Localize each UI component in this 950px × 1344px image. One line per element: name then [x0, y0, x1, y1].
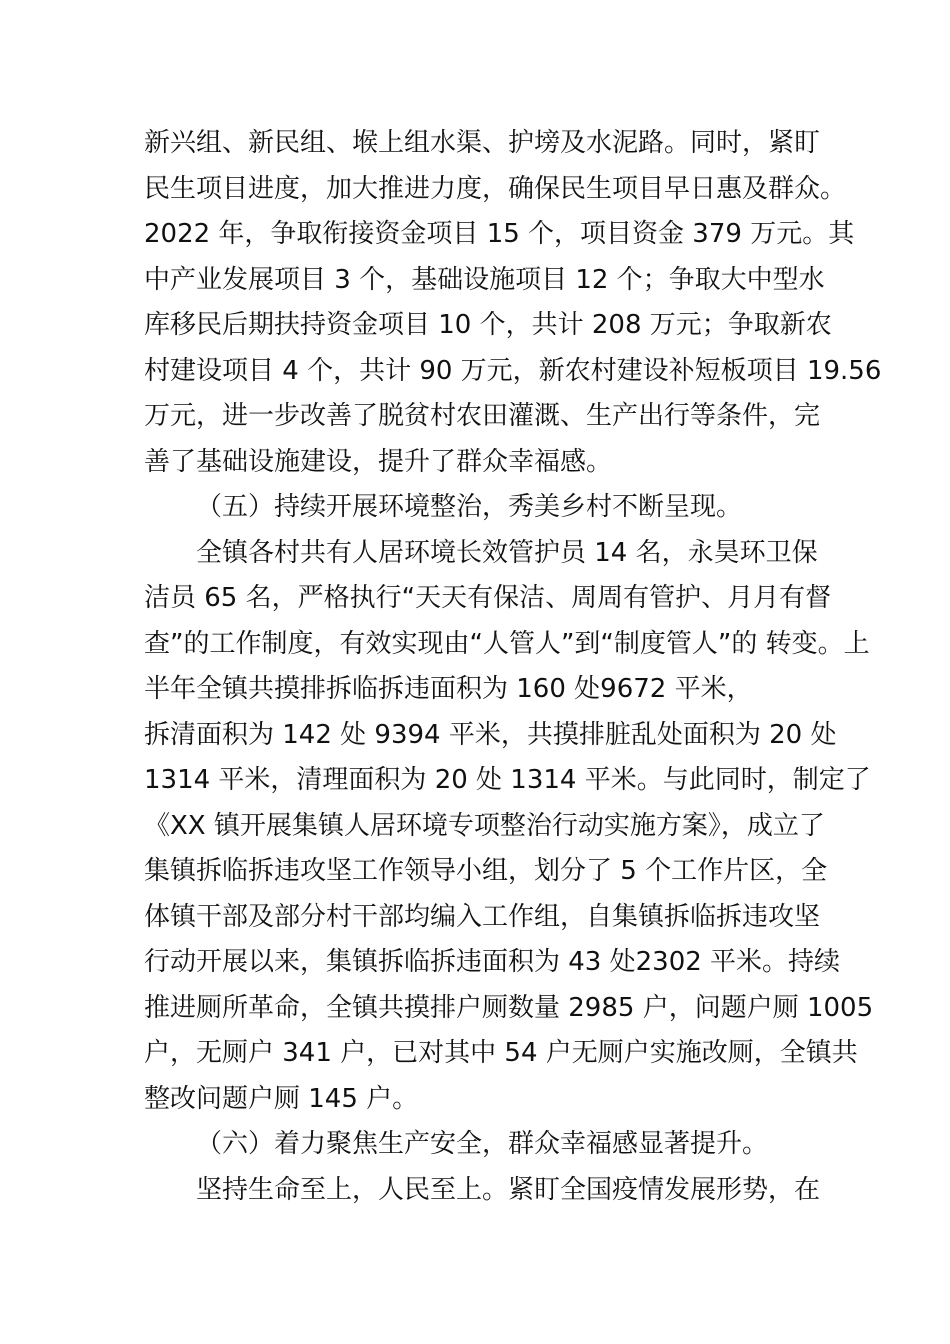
- text-line: 善了基础设施建设，提升了群众幸福感。: [144, 446, 613, 477]
- text-line: 户，无厕户 341 户，已对其中 54 户无厕户实施改厕，全镇共: [144, 1038, 858, 1068]
- text-line: （六）着力聚焦生产安全，群众幸福感显著提升。: [196, 1129, 769, 1159]
- text-line: 洁员 65 名，严格执行“天天有保洁、周周有管护、月月有督: [144, 583, 832, 613]
- text-line: 行动开展以来，集镇拆临拆违面积为 43 处2302 平米。持续: [144, 947, 841, 977]
- text-line: 体镇干部及部分村干部均编入工作组，自集镇拆临拆违攻坚: [144, 901, 821, 932]
- text-line: 新兴组、新民组、堠上组水渠、护塝及水泥路。同时，紧盯: [144, 128, 821, 158]
- text-line: 集镇拆临拆违攻坚工作领导小组，划分了 5 个工作片区，全: [144, 856, 828, 886]
- text-line: 半年全镇共摸排拆临拆违面积为 160 处9672 平米，: [144, 674, 753, 704]
- text-line: 整改问题户厕 145 户。: [144, 1083, 419, 1114]
- text-line: 拆清面积为 142 处 9394 平米，共摸排脏乱处面积为 20 处: [144, 719, 837, 750]
- body-text: [144, 121, 882, 1213]
- text-line: 民生项目进度，加大推进力度，确保民生项目早日惠及群众。: [144, 173, 847, 204]
- text-line: （五）持续开展环境整治，秀美乡村不断呈现。: [196, 492, 743, 522]
- text-line: 中产业发展项目 3 个，基础设施项目 12 个；争取大中型水: [144, 264, 825, 295]
- text-line: 万元，进一步改善了脱贫村农田灌溉、生产出行等条件，完: [144, 401, 821, 431]
- text-line: 推进厕所革命，全镇共摸排户厕数量 2985 户，问题户厕 1005: [144, 992, 874, 1023]
- text-line: 《XX 镇开展集镇人居环境专项整治行动实施方案》，成立了: [144, 810, 825, 841]
- text-line: 全镇各村共有人居环境长效管护员 14 名，永昊环卫保: [196, 537, 818, 568]
- text-line: 2022 年，争取衔接资金项目 15 个，项目资金 379 万元。其: [144, 219, 855, 249]
- text-line: 村建设项目 4 个，共计 90 万元，新农村建设补短板项目 19.56: [144, 355, 882, 386]
- text-line: 查”的工作制度，有效实现由“人管人”到“制度管人”的 转变。上: [144, 628, 870, 659]
- text-line: 1314 平米，清理面积为 20 处 1314 平米。与此同时，制定了: [144, 765, 871, 795]
- text-line: 库移民后期扶持资金项目 10 个，共计 208 万元；争取新农: [144, 310, 832, 340]
- text-line: 坚持生命至上，人民至上。紧盯全国疫情发展形势，在: [196, 1174, 821, 1205]
